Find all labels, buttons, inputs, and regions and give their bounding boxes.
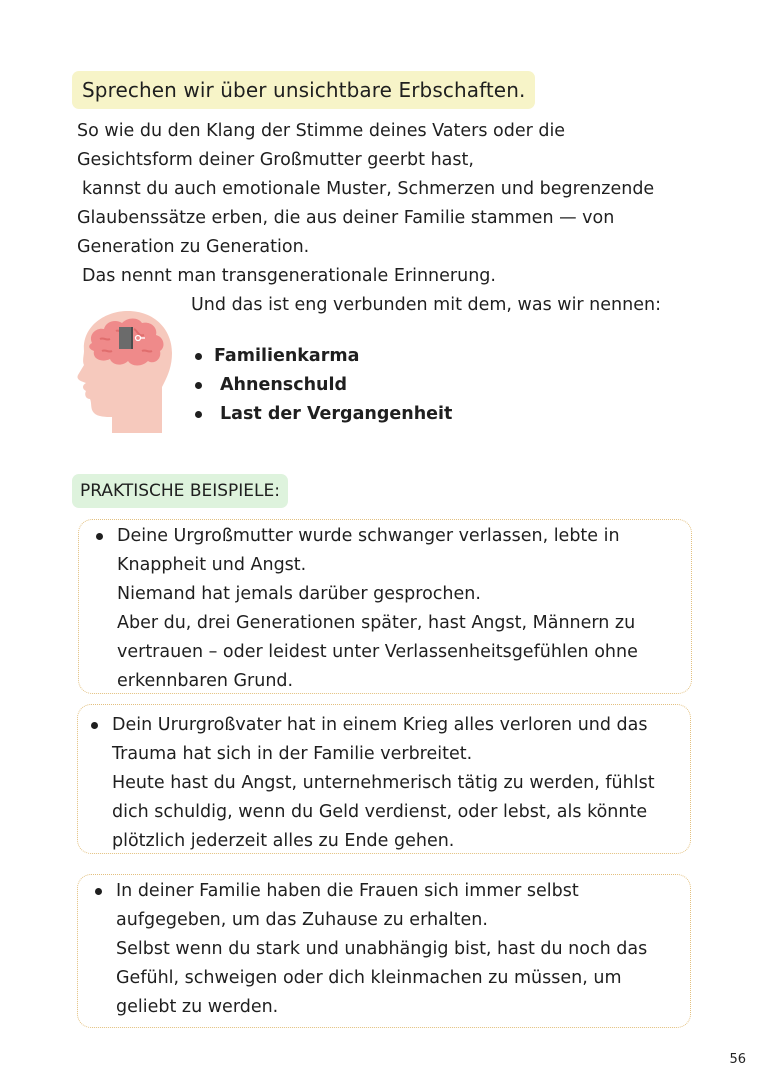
example-line: vertrauen – oder leidest unter Verlassenheitsgefühlen ohne: [117, 642, 638, 662]
page-heading: Sprechen wir über unsichtbare Erbschaften.: [72, 71, 535, 109]
example-line: dich schuldig, wenn du Geld verdienst, oder lebst, als könnte: [112, 802, 648, 822]
intro-line: Generation zu Generation.: [77, 237, 310, 257]
example-item: [112, 711, 655, 856]
example-line: plötzlich jederzeit alles zu Ende gehen.: [112, 831, 455, 851]
example-item: [116, 877, 647, 1022]
example-line: Dein Ururgroßvater hat in einem Krieg alles verloren und das: [112, 715, 648, 735]
example-line: aufgegeben, um das Zuhause zu erhalten.: [116, 910, 488, 930]
section-label: PRAKTISCHE BEISPIELE:: [72, 474, 288, 508]
example-line: Trauma hat sich in der Familie verbreitet.: [112, 744, 473, 764]
intro-line: Gesichtsform deiner Großmutter geerbt hast,: [77, 150, 474, 170]
example-line: Niemand hat jemals darüber gesprochen.: [117, 584, 481, 604]
example-card: [78, 519, 692, 694]
example-line: geliebt zu werden.: [116, 997, 279, 1017]
intro-paragraph: [77, 117, 717, 320]
intro-line: Glaubenssätze erben, die aus deiner Familie stammen — von: [77, 208, 615, 228]
example-line: Deine Urgroßmutter wurde schwanger verlassen, lebte in: [117, 526, 620, 546]
example-line: Aber du, drei Generationen später, hast Angst, Männern zu: [117, 613, 636, 633]
example-line: In deiner Familie haben die Frauen sich immer selbst: [116, 881, 579, 901]
intro-line: Das nennt man transgenerationale Erinnerung.: [82, 266, 496, 286]
example-line: Gefühl, schweigen oder dich kleinmachen zu müssen, um: [116, 968, 622, 988]
example-line: Selbst wenn du stark und unabhängig bist, hast du noch das: [116, 939, 648, 959]
example-item: [117, 522, 638, 696]
intro-line: Und das ist eng verbunden mit dem, was wir nennen:: [191, 295, 661, 315]
example-line: Heute hast du Angst, unternehmerisch tätig zu werden, fühlst: [112, 773, 655, 793]
list-item: Ahnenschuld: [190, 371, 452, 400]
intro-line: So wie du den Klang der Stimme deines Vaters oder die: [77, 121, 566, 141]
intro-line: kannst du auch emotionale Muster, Schmerzen und begrenzende: [82, 179, 655, 199]
example-line: Knappheit und Angst.: [117, 555, 307, 575]
example-card: [77, 874, 691, 1028]
head-with-brain-door-icon: [72, 309, 182, 433]
example-card: [77, 704, 691, 854]
list-item: Familienkarma: [190, 342, 452, 371]
list-item: Last der Vergangenheit: [190, 400, 452, 429]
example-line: erkennbaren Grund.: [117, 671, 294, 691]
page-number: 56: [729, 1052, 746, 1067]
key-terms-list: [190, 342, 452, 429]
